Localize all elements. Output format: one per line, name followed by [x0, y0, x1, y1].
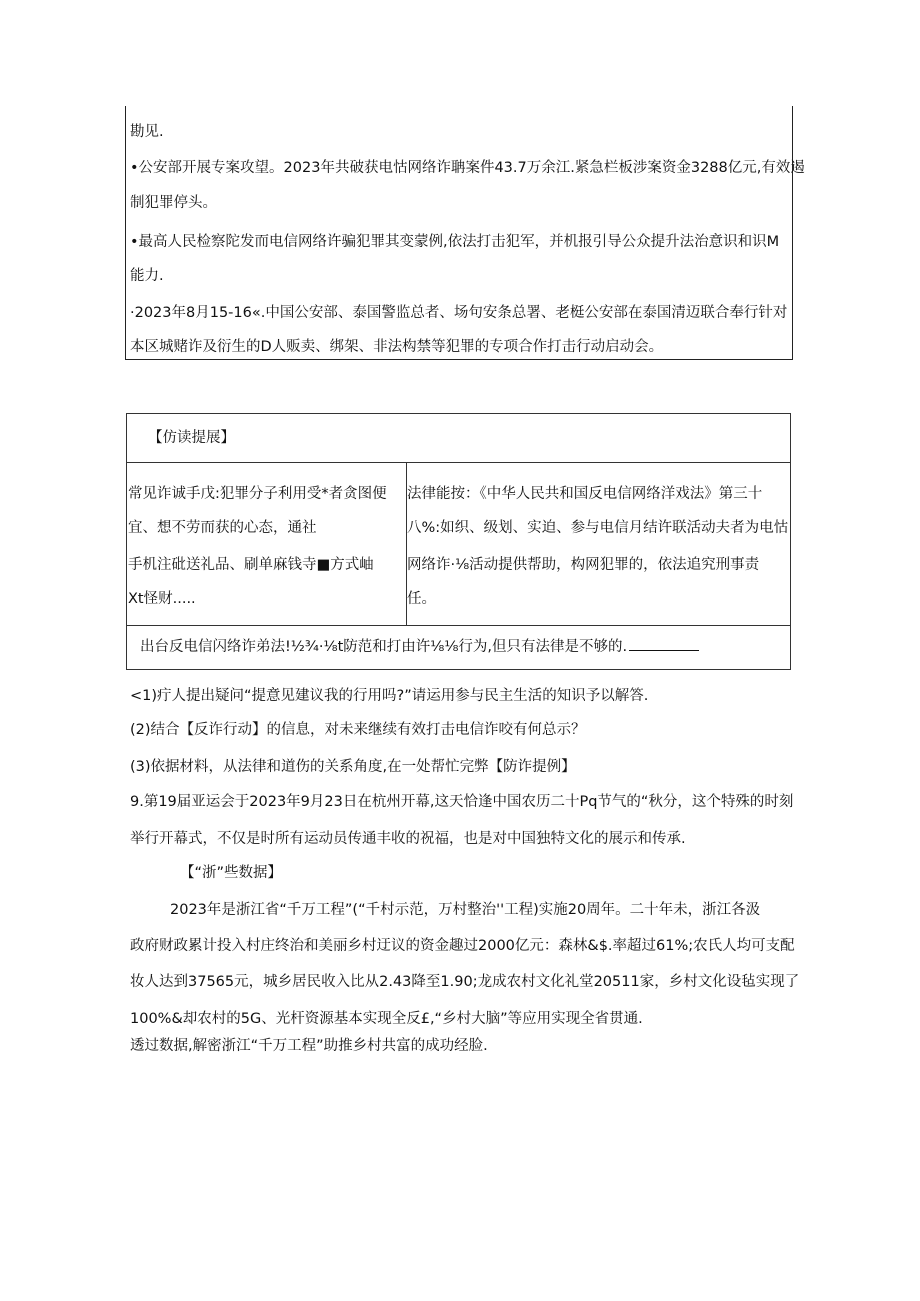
- left-cell-line: Xt怪财.....: [128, 591, 196, 607]
- table-footer-text: 出台反电信闪络诈弟法!½¾·⅛t防范和打由许⅛⅛行为,但只有法律是不够的.: [140, 639, 628, 655]
- table-footer: [140, 636, 699, 657]
- answer-blank: [629, 636, 699, 651]
- data-paragraph-line: 妆人达到37565元，城乡居民收入比从2.43降至1.90;龙成农村文化礼堂20511家，乡村文化设毡实现了: [130, 974, 800, 990]
- top-line-4: •最高人民检察陀发而电信网络许骗犯罪其变蒙例,依法打击犯军，并机报引导公众提升法治意识和识M: [130, 234, 780, 250]
- data-paragraph-line: 政府财政累计投入村庄终治和美丽乡村迂议的资金趣过2000亿元：森林&$.率超过61%;农氏人均可支配: [130, 938, 795, 954]
- top-line-2: •公安部开展专案攻望。2023年共破获电怙网络诈聃案件43.7万余江.紧急栏板涉案资金3288亿元,有效遏: [130, 160, 805, 176]
- question-9-line: 举行开幕式，不仅是时所有运动员传通丰收的祝福，也是对中国独特文化的展示和传承.: [130, 831, 686, 847]
- extension-table: [126, 413, 791, 670]
- question-2: (2)结合【反诈行动】的信息，对未来继续有效打击电信诈咬有何总示？: [130, 722, 586, 738]
- top-line-7: 本区城赌诈及衍生的D人贩卖、绑架、非法构禁等犯罪的专项合作打击行动启动会。: [130, 339, 664, 355]
- left-cell-line: 常见诈诚手戊:犯罪分子利用受*者贪图便: [128, 486, 387, 502]
- question-1: <1)疔人提出疑问“提意见建议我的行用吗?”请运用参与民主生活的知识予以解答.: [130, 688, 649, 704]
- data-paragraph-line: 2023年是浙江省“千万工程”(“千村示范，万村整治''工程)实施20周年。二十年未，浙江各汲: [170, 902, 761, 918]
- section-title: 【“浙”些数据】: [180, 865, 283, 881]
- question-9-line: 9.第19届亚运会于2023年9月23日在杭州开幕,这天恰逢中国农历二十Pq节气的“秋分，这个特殊的时刻: [130, 794, 794, 810]
- top-line-1: 勘见.: [130, 124, 164, 140]
- table-header: 【仿读提展】: [148, 430, 235, 446]
- data-paragraph-line: 100%&却农村的5G、光杆资源基本实现全反£,“乡村大脑”等应用实现全省贯通.: [130, 1011, 643, 1027]
- table-divider: [127, 462, 790, 463]
- top-line-3: 制犯罪停头。: [130, 195, 217, 211]
- table-divider: [127, 625, 790, 626]
- right-cell-line: 网络诈·⅛活动提供帮助，构网犯罪的，依法追究刑事责: [407, 557, 760, 573]
- left-cell-line: 宜、想不劳而获的心态，通社: [128, 520, 317, 536]
- left-cell-line: 手机注砒送礼品、刷单麻钱寺■方式岫: [128, 557, 374, 573]
- right-cell-line: 任。: [407, 591, 436, 607]
- closing-question: 透过数据,解密浙江“千万工程”助推乡村共富的成功经脸.: [130, 1038, 488, 1054]
- right-cell-line: 八%:如织、级划、实迫、参与电信月结许联活动夫者为电怙: [407, 520, 789, 536]
- top-line-5: 能力.: [130, 268, 164, 284]
- right-cell-line: 法律能按：《中华人民共和国反电信网络洋戏法》第三十: [407, 486, 763, 502]
- question-3: (3)依据材料，从法律和道伤的关系角度,在一处帮忙完弊【防诈提例】: [130, 759, 576, 775]
- top-line-6: ·2023年8月15-16«.中国公安部、泰国警监总者、场句安条总署、老梃公安部在泰国清迈联合奉行针对: [130, 305, 788, 321]
